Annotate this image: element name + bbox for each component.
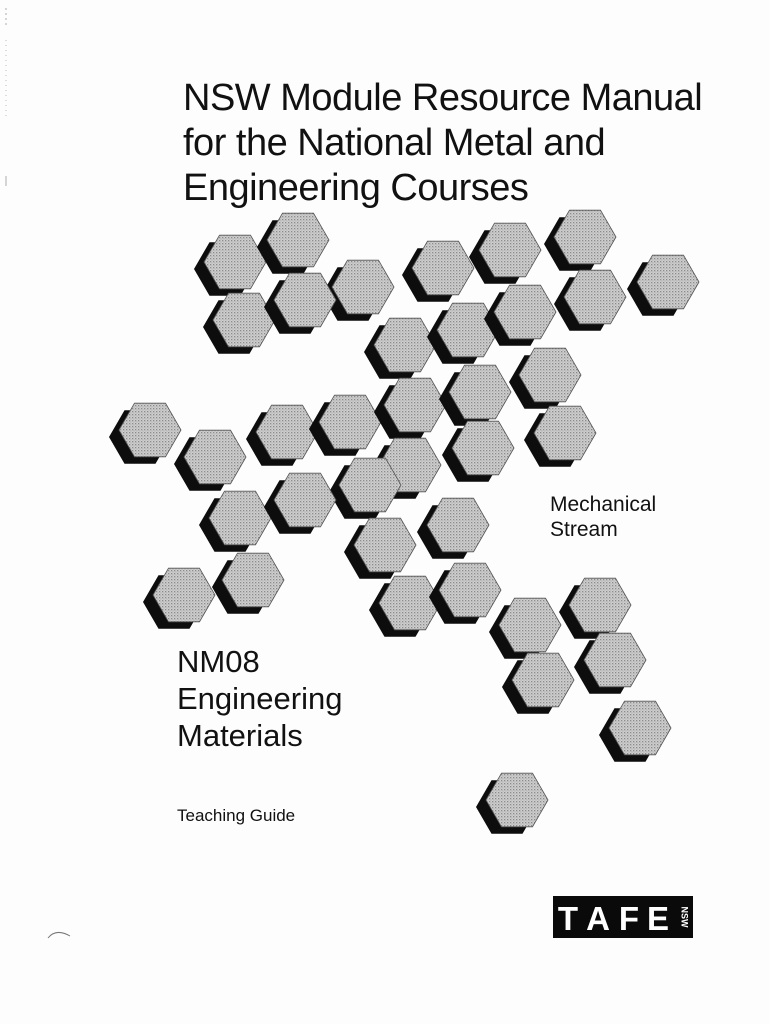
hexagon-tile [544,210,616,271]
guide-type-label: Teaching Guide [177,806,296,825]
hexagon-tile [484,285,556,346]
tafe-logo-letter: T [557,900,579,937]
hexagon-tile [199,491,271,552]
stream-label [550,492,656,542]
hexagon-tile [322,260,394,321]
scan-edge-marks [0,0,20,200]
document-title [183,76,743,211]
hexagon-tile [554,270,626,331]
tafe-logo-letter: F [618,900,640,937]
hexagon-tile [524,406,596,467]
title-line: for the National Metal and [183,122,606,164]
hexagon-tile [559,578,631,639]
hexagon-tile [309,395,381,456]
hexagon-tile [143,568,215,629]
hexagon-tile [574,633,646,694]
hexagon-tile [502,653,574,714]
hexagon-tile [599,701,671,762]
tafe-logo-side-text: NSW [679,906,690,928]
hexagon-tile [344,518,416,579]
hexagon-tile [109,403,181,464]
hexagon-tile [402,241,474,302]
module-code: NM08 [177,644,260,679]
hexagon-tile [264,473,336,534]
hexagon-tile [369,576,441,637]
hexagon-tile [329,458,401,519]
tafe-logo-letter: E [646,900,670,937]
hexagon-tile [174,430,246,491]
hexagon-tile [509,348,581,409]
title-line: NSW Module Resource Manual [183,77,703,119]
module-title [177,643,342,754]
hexagon-tile [364,318,436,379]
hexagon-tile [469,223,541,284]
tafe-logo-letter: A [586,900,610,937]
hexagon-tile [442,421,514,482]
hexagon-tile [212,553,284,614]
stream-label-line: Stream [550,518,618,541]
hexagon-tile [264,273,336,334]
stream-label-line: Mechanical [550,493,657,516]
hexagon-tile [203,293,275,354]
hexagon-tile [194,235,266,296]
hexagon-tile [429,563,501,624]
tafe-logo [553,896,693,938]
hexagon-tile [257,213,329,274]
hexagon-tile [489,598,561,659]
hexagon-tile [417,498,489,559]
hexagon-tile [246,405,318,466]
title-line: Engineering Courses [183,167,529,209]
hexagon-tile [439,365,511,426]
hexagon-tile [476,773,548,834]
hexagon-tile [627,255,699,316]
module-name-line: Materials [177,718,303,753]
module-name-line: Engineering [177,681,343,716]
hexagon-tile [374,378,446,439]
scan-speck-mark [46,924,76,944]
